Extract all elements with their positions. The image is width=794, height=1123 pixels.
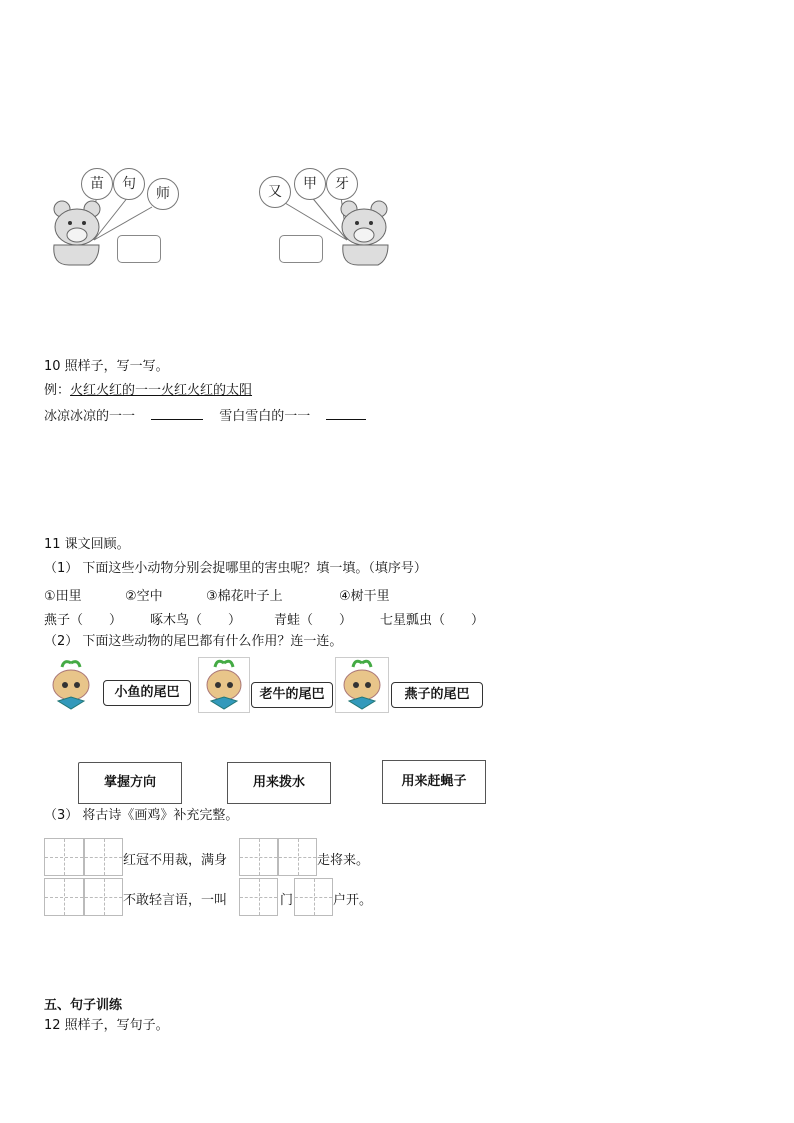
use-box[interactable] <box>382 760 486 804</box>
balloon-char: 牙 <box>326 168 358 200</box>
use-box[interactable] <box>227 762 331 804</box>
poem-text: 户开。 <box>333 893 373 908</box>
q11-part3-title: （3） 将古诗《画鸡》补充完整。 <box>44 808 239 823</box>
q11-part1-title: （1） 下面这些小动物分别会捉哪里的害虫呢？填一填。（填序号） <box>44 561 427 576</box>
writing-grid[interactable] <box>239 878 278 916</box>
balloon-char: 又 <box>259 176 291 208</box>
tail-tag[interactable]: 燕子的尾巴 <box>391 682 483 708</box>
q10-item-1: 冰凉冰凉的一一 <box>44 409 136 424</box>
balloon-char: 师 <box>147 178 179 210</box>
onion-mascot-icon <box>44 659 98 711</box>
section-heading: 五、句子训练 <box>44 998 123 1013</box>
balloon-char: 甲 <box>294 168 326 200</box>
balloon-char: 苗 <box>81 168 113 200</box>
animal-blank[interactable]: 青蛙（ ） <box>274 613 353 628</box>
writing-grid[interactable] <box>44 878 84 916</box>
balloon-char: 句 <box>113 168 145 200</box>
answer-box[interactable] <box>117 235 161 263</box>
example-prefix: 例： <box>44 383 71 398</box>
poem-text: 不敢轻言语，一叫 <box>123 893 228 908</box>
tail-tag[interactable]: 小鱼的尾巴 <box>103 680 191 706</box>
writing-grid[interactable] <box>84 838 123 876</box>
q11-title: 11 课文回顾。 <box>44 537 130 552</box>
use-box[interactable] <box>78 762 182 804</box>
answer-blank[interactable] <box>151 407 203 420</box>
option: ②空中 <box>125 589 163 604</box>
writing-grid[interactable] <box>84 878 123 916</box>
animal-blank[interactable]: 燕子（ ） <box>44 613 123 628</box>
q10-title: 10 照样子，写一写。 <box>44 359 169 374</box>
onion-mascot-icon <box>198 657 250 713</box>
poem-text: 红冠不用裁，满身 <box>123 853 228 868</box>
q10-example-line <box>44 383 252 399</box>
option: ①田里 <box>44 589 82 604</box>
option: ④树干里 <box>339 589 390 604</box>
use-label: 用来赶蝇子 <box>401 774 467 789</box>
example-text: 火红火红的一一火红火红的太阳 <box>70 383 253 398</box>
use-label: 掌握方向 <box>103 775 156 790</box>
q11-part2-title: （2） 下面这些动物的尾巴都有什么作用？连一连。 <box>44 634 343 649</box>
poem-text: 门 <box>280 893 294 908</box>
option: ③棉花叶子上 <box>206 589 283 604</box>
writing-grid[interactable] <box>239 838 278 876</box>
answer-box[interactable] <box>279 235 323 263</box>
q10-item-2: 雪白雪白的一一 <box>219 409 311 424</box>
q10-items <box>44 407 366 425</box>
answer-blank[interactable] <box>326 407 366 420</box>
use-label: 用来拨水 <box>252 775 305 790</box>
q12-title: 12 照样子，写句子。 <box>44 1018 169 1033</box>
writing-grid[interactable] <box>294 878 333 916</box>
animal-blank[interactable]: 七星瓢虫（ ） <box>380 613 485 628</box>
tail-tag[interactable]: 老牛的尾巴 <box>251 682 333 708</box>
onion-mascot-icon <box>335 657 389 713</box>
writing-grid[interactable] <box>44 838 84 876</box>
animal-blank[interactable]: 啄木鸟（ ） <box>150 613 242 628</box>
poem-text: 走将来。 <box>317 853 370 868</box>
writing-grid[interactable] <box>278 838 317 876</box>
